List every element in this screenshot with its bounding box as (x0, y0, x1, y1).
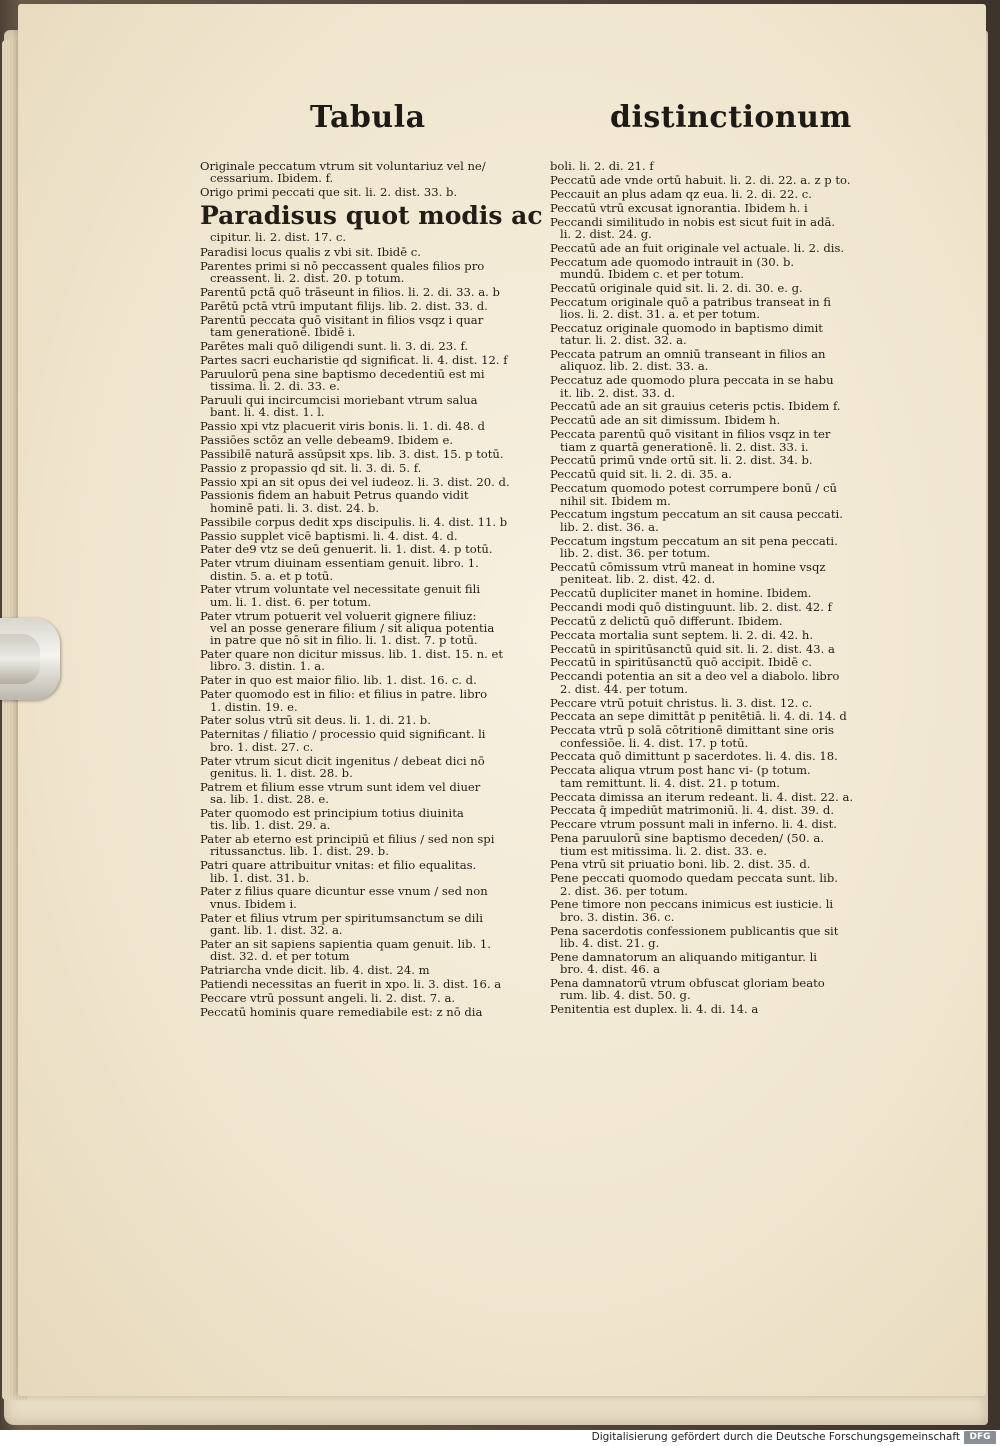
index-entry-line: Pater in quo est maior filio. lib. 1. dist. 16. c. d. (200, 673, 477, 688)
index-entry (200, 1006, 560, 1018)
index-entry-line: genitus. li. 1. dist. 28. b. (210, 765, 353, 780)
index-entry (550, 791, 910, 803)
index-entry-line: Peccata vtrū p solā cōtritionē dimittant sine oris (550, 723, 835, 738)
index-entry-line: boli. li. 2. di. 21. f (550, 159, 654, 173)
index-entry-line: Patiendi necessitas an fuerit in xpo. li. 3. dist. 16. a (200, 976, 502, 991)
index-entry (200, 557, 560, 582)
index-entry-line: Paruulorū pena sine baptismo decedentiū est mi (200, 366, 485, 381)
index-entry-line: confessiōe. li. 4. dist. 17. p totū. (560, 735, 749, 750)
index-entry-line: Peccatum ingstum peccatum an sit pena peccati. (550, 533, 838, 548)
index-entry (550, 482, 910, 507)
index-entry (200, 912, 560, 937)
index-entry-line: Peccatū vtrū excusat ignorantia. Ibidem h. i (550, 200, 808, 215)
index-entry-line: Peccatum ade quomodo intrauit in (30. b. (550, 254, 795, 269)
index-entry-line: Passio xpi vtz placuerit viris bonis. li. 1. di. 48. d (200, 418, 485, 433)
index-entry (550, 1003, 910, 1015)
index-entry-line: Paradisus quot modis ac (200, 201, 543, 231)
index-entry-line: rum. lib. 4. dist. 50. g. (560, 988, 691, 1003)
index-entry-line: Parentū peccata quō visitant in filios vsqz i quar (200, 312, 484, 327)
index-entry-line: Paternitas / filiatio / processio quid significant. li (200, 727, 486, 742)
index-entry (200, 728, 560, 753)
index-entry-line: aliquoz. lib. 2. dist. 33. a. (560, 359, 709, 374)
page-clip (0, 618, 60, 700)
index-entry-line: Peccatū ade an sit dimissum. Ibidem h. (550, 413, 781, 428)
index-entry-line: Peccatū in spiritūsanctū quid sit. li. 2. dist. 43. a (550, 641, 835, 656)
index-entry (550, 656, 910, 668)
index-entry-line: Passionis fidem an habuit Petrus quando vidit (200, 488, 469, 503)
index-entry-line: um. li. 1. dist. 6. per totum. (210, 594, 372, 609)
index-entry-line: Peccandi modi quō distinguunt. lib. 2. dist. 42. f (550, 599, 832, 614)
index-entry-line: Pater an sit sapiens sapientia quam genuit. lib. 1. (200, 936, 491, 951)
index-entry (550, 374, 910, 399)
index-entry-line: Pater de9 vtz se deū genuerit. li. 1. dist. 4. p totū. (200, 542, 493, 557)
index-entry-line: distin. 5. a. et p totū. (210, 568, 334, 583)
index-entry (200, 964, 560, 976)
index-entry-line: Peccatū hominis quare remediabile est: z nō dia (200, 1004, 483, 1019)
index-entry-line: Pater quomodo est in filio: et filius in patre. libro (200, 687, 488, 702)
index-entry (550, 296, 910, 321)
index-entry-line: Patriarcha vnde dicit. lib. 4. dist. 24. m (200, 963, 430, 977)
index-entry-line: Pene timore non peccans inimicus est iusticie. li (550, 897, 834, 912)
index-entry (550, 202, 910, 214)
index-entry (550, 629, 910, 641)
index-entry (200, 610, 560, 647)
index-entry (200, 583, 560, 608)
index-entry (550, 615, 910, 627)
index-entry-line: Peccatū ade an fuit originale vel actuale. li. 2. dis. (550, 240, 845, 255)
index-entry (550, 724, 910, 749)
index-entry-line: 2. dist. 44. per totum. (560, 681, 688, 696)
index-entry-line: Pater z filius quare dicuntur esse vnum / sed non (200, 884, 488, 899)
index-entry-line: tis. lib. 1. dist. 29. a. (210, 818, 331, 833)
index-entry-line: Pater vtrum potuerit vel voluerit gignere filiuz: (200, 608, 477, 623)
index-entry-line: Passibile corpus dedit xps discipulis. li. 4. dist. 11. b (200, 514, 508, 529)
index-entry-line: Pater et filius vtrum per spiritumsanctum se dili (200, 910, 483, 925)
index-entry-line: tium est mitissima. li. 2. dist. 33. e. (560, 843, 767, 858)
index-entry-line: Peccata dimissa an iterum redeant. li. 4. dist. 22. a. (550, 789, 854, 804)
index-entry (550, 348, 910, 373)
index-entry-line: gant. lib. 1. dist. 32. a. (210, 922, 343, 937)
index-entry-line: 1. distin. 19. e. (210, 699, 298, 714)
index-entry-line: tissima. li. 2. di. 33. e. (210, 378, 340, 393)
index-entry (550, 414, 910, 426)
index-entry (550, 670, 910, 695)
index-entry (550, 216, 910, 241)
index-entry (550, 977, 910, 1002)
index-entry-line: Pena paruulorū sine baptismo deceden/ (50. a. (550, 831, 825, 846)
index-entry (200, 688, 560, 713)
index-entry-line: bant. li. 4. dist. 1. l. (210, 405, 325, 420)
index-entry-line: Parentes primi si nō peccassent quales filios pro (200, 258, 485, 273)
index-entry-line: Pena sacerdotis confessionem publicantis que sit (550, 923, 839, 938)
index-entry-line: Penitentia est duplex. li. 4. di. 14. a (550, 1002, 759, 1017)
index-entry-line: Pena damnatorū vtrum obfuscat gloriam beato (550, 976, 825, 991)
index-entry (550, 322, 910, 347)
index-entry (200, 674, 560, 686)
index-entry-line: Peccatū primū vnde ortū sit. li. 2. dist. 34. b. (550, 453, 813, 468)
index-entry (200, 314, 560, 339)
index-entry (550, 804, 910, 816)
index-entry-line: Peccata quō dimittunt p sacerdotes. li. 4. dis. 18. (550, 749, 838, 764)
index-entry (200, 462, 560, 474)
index-entry-line: Peccata parentū quō visitant in filios vsqz in ter (550, 427, 831, 442)
index-entry-line: ritussanctus. lib. 1. dist. 29. b. (210, 844, 389, 859)
index-entry-line: libro. 3. distin. 1. a. (210, 659, 325, 674)
index-entry (550, 508, 910, 533)
index-entry-line: Originale peccatum vtrum sit voluntariuz vel ne/ (200, 159, 486, 173)
index-entry (550, 925, 910, 950)
index-entry-line: vel an posse generare filium / sit aliqua potentia (210, 620, 495, 635)
index-entry-line: Peccatuz originale quomodo in baptismo dimit (550, 320, 823, 335)
index-entry-line: Peccare vtrū potuit christus. li. 3. dist. 12. c. (550, 695, 813, 710)
index-entry-line: lib. 2. dist. 36. a. (560, 519, 659, 534)
index-entry-line: Passio xpi an sit opus dei vel iudeoz. li. 3. dist. 20. d. (200, 474, 510, 489)
index-entry (550, 535, 910, 560)
index-entry-line: creassent. li. 2. dist. 20. p totum. (210, 270, 405, 285)
index-entry (200, 260, 560, 285)
index-entry-line: dist. 32. d. et per totum (210, 949, 350, 964)
running-head-left: Tabula (310, 100, 426, 135)
index-entry (550, 242, 910, 254)
index-entry-line: vnus. Ibidem i. (210, 896, 297, 911)
funding-credit: Digitalisierung gefördert durch die Deutsche Forschungsgemeinschaft (591, 1431, 960, 1443)
index-entry-line: Pater quare non dicitur missus. lib. 1. dist. 15. n. et (200, 647, 504, 662)
index-entry (200, 434, 560, 446)
index-entry (200, 755, 560, 780)
index-entry (200, 420, 560, 432)
index-entry-line: Peccatū in spiritūsanctū quō accipit. Ibidē c. (550, 655, 812, 670)
index-entry (550, 561, 910, 586)
index-entry-line: Peccauit an plus adam qz eua. li. 2. di. 22. c. (550, 186, 812, 201)
index-entry (200, 543, 560, 555)
index-entry-line: cipitur. li. 2. dist. 17. c. (210, 230, 347, 245)
index-entry (200, 992, 560, 1004)
index-entry (200, 368, 560, 393)
index-entry-line: lib. 1. dist. 31. b. (210, 870, 310, 885)
index-entry-line: Pene peccati quomodo quedam peccata sunt. lib. (550, 871, 838, 886)
index-entry-line: Patrem et filium esse vtrum sunt idem vel diuer (200, 779, 481, 794)
index-entry (200, 807, 560, 832)
index-entry-line: in patre que nō sit in filio. li. 1. dist. 7. p totū. (210, 633, 478, 648)
index-entry (200, 714, 560, 726)
index-entry (200, 286, 560, 298)
index-entry-line: Peccatū z delictū quō differunt. Ibidem. (550, 613, 783, 628)
index-entry-line: Peccata aliqua vtrum post hanc vi- (p totum. (550, 763, 811, 778)
index-entry-line: Peccandi potentia an sit a deo vel a diabolo. libro (550, 669, 840, 684)
index-entry-line: Peccandi similitudo in nobis est sicut fuit in adā. (550, 214, 836, 229)
index-entry (200, 516, 560, 528)
index-entry-line: Pater quomodo est principium totius diuinita (200, 805, 464, 820)
index-entry (550, 468, 910, 480)
index-entry (550, 601, 910, 613)
index-entry-line: tam generationē. Ibidē i. (210, 324, 356, 339)
index-entry (550, 174, 910, 186)
index-entry-line: Pater solus vtrū sit deus. li. 1. di. 21. b. (200, 713, 431, 728)
index-entry-line: Peccata an sepe dimittāt p penitētiā. li. 4. di. 14. d (550, 709, 847, 724)
index-entry (200, 186, 560, 198)
index-entry (550, 710, 910, 722)
index-entry (200, 833, 560, 858)
index-entry (550, 858, 910, 870)
index-entry-line: bro. 3. distin. 36. c. (560, 909, 675, 924)
index-entry-line: lib. 2. dist. 36. per totum. (560, 545, 711, 560)
index-entry (550, 764, 910, 789)
index-entry-line: it. lib. 2. dist. 33. d. (560, 385, 676, 400)
index-entry-line: Passibilē naturā assūpsit xps. lib. 3. dist. 15. p totū. (200, 446, 504, 461)
index-entry-line: Pater vtrum voluntate vel necessitate genuit fili (200, 582, 481, 597)
index-entry (550, 454, 910, 466)
index-entry (200, 201, 560, 243)
index-entry-line: tiam z quartā generationē. li. 2. dist. 33. i. (560, 439, 809, 454)
index-entry (200, 160, 560, 185)
index-entry-line: Peccatū quid sit. li. 2. di. 35. a. (550, 467, 732, 482)
index-entry-line: Peccata patrum an omniū transeant in filios an (550, 347, 826, 362)
index-entry-line: mundū. Ibidem c. et per totum. (560, 266, 744, 281)
index-entry-line: Pater vtrum diuinam essentiam genuit. libro. 1. (200, 556, 479, 571)
index-entry (550, 697, 910, 709)
index-entry-line: li. 2. dist. 24. g. (560, 226, 652, 241)
index-entry-line: lios. li. 2. dist. 31. a. et per totum. (560, 307, 760, 322)
index-entry-line: Peccatum quomodo potest corrumpere bonū / cū (550, 481, 837, 496)
index-entry-line: bro. 4. dist. 46. a (560, 962, 661, 977)
index-entry-line: tam remittunt. li. 4. dist. 21. p totum. (560, 775, 780, 790)
index-entry (200, 489, 560, 514)
index-entry (200, 340, 560, 352)
index-entry (550, 872, 910, 897)
index-entry-line: Pater vtrum sicut dicit ingenitus / debeat dici nō (200, 753, 485, 768)
index-entry-line: cessarium. Ibidem. f. (210, 171, 334, 186)
index-entry (200, 246, 560, 258)
index-entry-line: tatur. li. 2. dist. 32. a. (560, 333, 687, 348)
index-entry-line: Pena vtrū sit priuatio boni. lib. 2. dist. 35. d. (550, 857, 811, 872)
running-head-right: distinctionum (610, 100, 852, 135)
index-entry (200, 648, 560, 673)
index-entry-line: Peccatum ingstum peccatum an sit causa peccati. (550, 507, 843, 522)
index-entry-line: nihil sit. Ibidem m. (560, 493, 671, 508)
index-entry-line: Peccatū ade an sit grauius ceteris pctis. Ibidem f. (550, 399, 841, 414)
index-entry-line: Peccatū cōmissum vtrū maneat in homine vsqz (550, 559, 826, 574)
index-entry-line: Parētū pctā vtrū imputant filijs. lib. 2. dist. 33. d. (200, 298, 488, 313)
index-entry (200, 938, 560, 963)
index-entry (550, 587, 910, 599)
index-entry-line: Parētes mali quō diligendi sunt. li. 3. di. 23. f. (200, 338, 469, 353)
index-entry (550, 951, 910, 976)
index-entry (200, 781, 560, 806)
index-entry-line: sa. lib. 1. dist. 28. e. (210, 791, 329, 806)
index-entry-line: 2. dist. 36. per totum. (560, 883, 688, 898)
index-entry (550, 160, 910, 172)
index-entry (200, 530, 560, 542)
index-entry (550, 818, 910, 830)
index-entry (550, 428, 910, 453)
index-entry-line: Origo primi peccati que sit. li. 2. dist. 33. b. (200, 185, 458, 200)
index-entry-line: Peccata q̄ impediūt matrimoniū. li. 4. dist. 39. d. (550, 803, 835, 818)
index-entry-line: Parentū pctā quō trāseunt in filios. li. 2. di. 33. a. b (200, 284, 500, 299)
index-entry-line: Peccatū dupliciter manet in homine. Ibidem. (550, 585, 812, 600)
index-entry-line: Paradisi locus qualis z vbi sit. Ibidē c. (200, 244, 421, 259)
index-entry-line: Passiōes sctōz an velle debeam9. Ibidem e. (200, 432, 454, 447)
index-entry (550, 832, 910, 857)
index-entry-line: Peccare vtrum possunt mali in inferno. li. 4. dist. (550, 817, 837, 832)
index-entry-line: Peccatuz ade quomodo plura peccata in se habu (550, 373, 834, 388)
index-entry-line: Peccatū ade vnde ortū habuit. li. 2. di. 22. a. z p to. (550, 172, 851, 187)
index-entry (550, 282, 910, 294)
index-entry (550, 643, 910, 655)
index-entry-line: Partes sacri eucharistie qd significat. li. 4. dist. 12. f (200, 352, 508, 367)
index-entry (550, 188, 910, 200)
index-column-left (200, 160, 560, 1020)
index-entry-line: peniteat. lib. 2. dist. 42. d. (560, 572, 716, 587)
index-entry (200, 354, 560, 366)
index-entry (200, 476, 560, 488)
index-entry (200, 448, 560, 460)
index-entry (550, 898, 910, 923)
index-entry (200, 394, 560, 419)
index-entry-line: hominē pati. li. 3. dist. 24. b. (210, 500, 380, 515)
index-entry (550, 400, 910, 412)
index-entry-line: lib. 4. dist. 21. g. (560, 935, 660, 950)
index-entry-line: Passio z propassio qd sit. li. 3. di. 5. f. (200, 460, 422, 475)
index-entry (550, 750, 910, 762)
index-entry (200, 885, 560, 910)
index-entry-line: Pater ab eterno est principiū et filius / sed non spi (200, 832, 495, 847)
index-entry-line: Peccatum originale quō a patribus transeat in fi (550, 294, 831, 309)
index-entry (550, 256, 910, 281)
index-entry-line: Peccatū originale quid sit. li. 2. di. 30. e. g. (550, 280, 803, 295)
index-entry-line: Paruuli qui incircumcisi moriebant vtrum salua (200, 392, 478, 407)
index-entry-line: Pene damnatorum an aliquando mitigantur. li (550, 949, 817, 964)
index-entry-line: Patri quare attribuitur vnitas: et filio equalitas. (200, 858, 477, 873)
index-entry-line: Peccata mortalia sunt septem. li. 2. di. 42. h. (550, 627, 814, 642)
index-column-right (550, 160, 910, 1017)
index-entry-line: bro. 1. dist. 27. c. (210, 739, 314, 754)
dfg-logo: DFG (964, 1431, 996, 1444)
digitization-footer (0, 1430, 1000, 1446)
index-entry-line: Peccare vtrū possunt angeli. li. 2. dist. 7. a. (200, 990, 456, 1005)
index-entry (200, 300, 560, 312)
index-entry (200, 859, 560, 884)
index-entry-line: Passio supplet vicē baptismi. li. 4. dist. 4. d. (200, 528, 458, 543)
index-entry (200, 978, 560, 990)
